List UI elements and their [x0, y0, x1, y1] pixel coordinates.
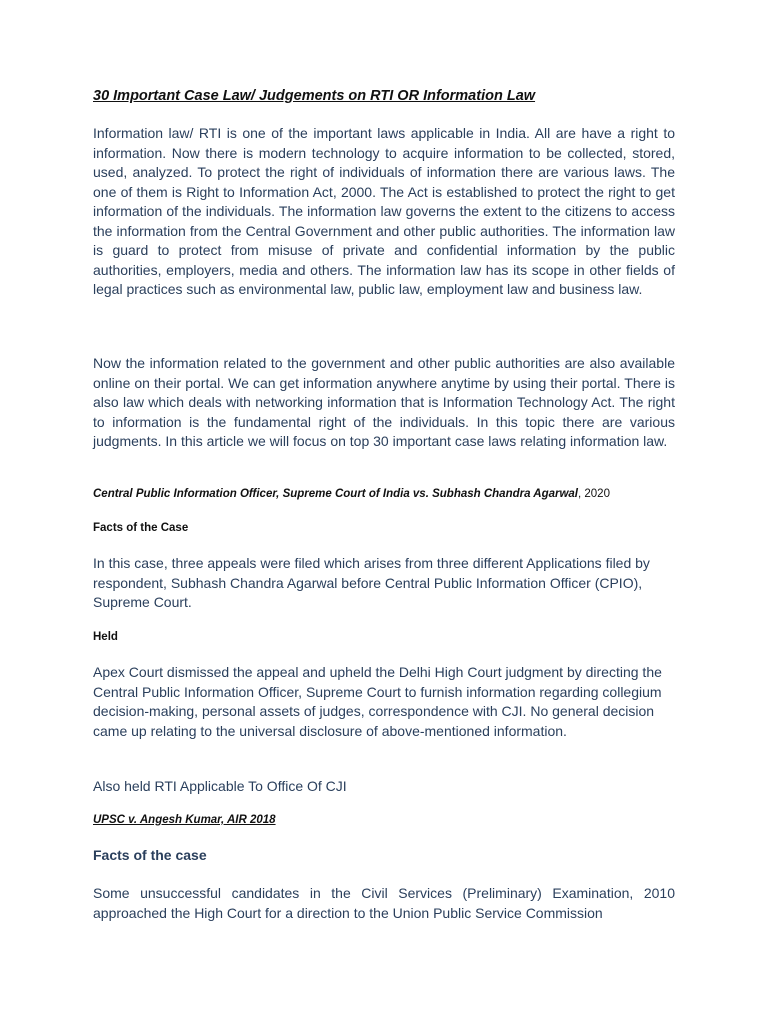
case-2-facts-heading: Facts of the case — [93, 847, 207, 863]
document-title: 30 Important Case Law/ Judgements on RTI OR Information Law — [93, 88, 536, 104]
case-1-held: Apex Court dismissed the appeal and upheld the Delhi High Court judgment by directing the Central Public Information Officer, Supreme Court to furnish information regarding collegium decision-making, personal assets of judges, correspondence with CJI. No general decision came up relating to the universal disclosure of above-mentioned information. — [93, 664, 662, 739]
case-1-facts-heading: Facts of the Case — [93, 522, 189, 534]
intro-paragraph-2: Now the information related to the government and other public authorities are also available online on their portal. We can get information anywhere anytime by using their portal. There is also law which deals with networking information that is Information Technology Act. The right to information is the fundamental right of the individuals. In this topic there are various judgments. In this article we will focus on top 30 important case laws relating information law. — [93, 355, 675, 449]
case-1-held-heading: Held — [93, 631, 118, 643]
case-title-1-year: , 2020 — [578, 488, 610, 500]
case-title-1-name: Central Public Information Officer, Supreme Court of India vs. Subhash Chandra Agarwal — [93, 488, 578, 500]
case-title-1 — [93, 488, 610, 500]
case-1-facts: In this case, three appeals were filed which arises from three different Applications filed by respondent, Subhash Chandra Agarwal before Central Public Information Officer (CPIO), Supreme Court. — [93, 555, 650, 610]
case-2-facts: Some unsuccessful candidates in the Civil Services (Preliminary) Examination, 2010 approached the High Court for a direction to the Union Public Service Commission — [93, 885, 675, 921]
case-1-also-held: Also held RTI Applicable To Office Of CJI — [93, 778, 347, 794]
intro-paragraph-1: Information law/ RTI is one of the important laws applicable in India. All are have a right to information. Now there is modern technology to acquire information to be collected, stored, used, analyzed. To protect the right of individuals of information there are various laws. The one of them is Right to Information Act, 2000. The Act is established to protect the right to get information of the individuals. The information law governs the extent to the citizens to access the information from the Central Government and other public authorities. The information law is guard to protect from misuse of private and confidential information by the public authorities, employers, media and others. The information law has its scope in other fields of legal practices such as environmental law, public law, employment law and business law. — [93, 125, 675, 297]
case-title-2: UPSC v. Angesh Kumar, AIR 2018 — [93, 814, 276, 826]
